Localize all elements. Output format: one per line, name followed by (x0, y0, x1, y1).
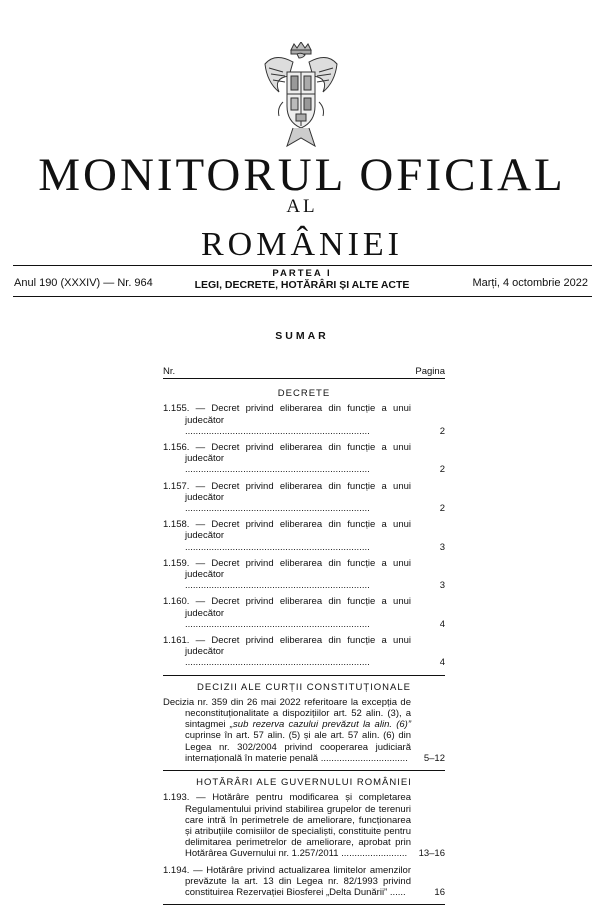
issue-date: Marți, 4 octombrie 2022 (472, 277, 588, 289)
issue-number: Anul 190 (XXXIV) — Nr. 964 (14, 277, 153, 289)
toc-entry-page: 3 (439, 541, 445, 553)
toc-entry-text: 1.159. — Decret privind eliberarea din funcție a unui judecător ...................................................................... (163, 557, 411, 592)
toc-entry[interactable] (163, 519, 445, 553)
coat-of-arms-icon (263, 42, 339, 150)
masthead-title: MONITORUL OFICIAL (38, 149, 566, 201)
toc-entry-text (163, 697, 411, 764)
summary-title: SUMAR (275, 330, 329, 342)
section-divider (163, 675, 445, 676)
section-title-decrete: DECRETE (277, 388, 331, 400)
toc-entry[interactable] (163, 865, 445, 899)
part-subtitle: LEGI, DECRETE, HOTĂRÂRI ȘI ALTE ACTE (194, 279, 410, 291)
toc-entry[interactable] (163, 792, 445, 859)
toc-entry-page: 2 (439, 464, 445, 476)
part-label: PARTEA I (272, 268, 332, 279)
toc-entry-text-part: cuprinse în art. 57 alin. (5) și ale art. 57 alin. (6) din Legea nr. 302/2004 privind cooperarea judiciară internațională în materie penală ................................. (185, 730, 411, 764)
toc-entry-text: 1.155. — Decret privind eliberarea din funcție a unui judecător ...................................................................... (163, 403, 411, 437)
toc-entry[interactable] (163, 403, 445, 437)
toc-entry[interactable] (163, 481, 445, 515)
toc-col-nr: Nr. (163, 366, 176, 377)
section-title-decizii: DECIZII ALE CURȚII CONSTITUȚIONALE (197, 681, 411, 693)
toc-entry-text-italic: „sub rezerva cazului prevăzut la alin. (6)” (229, 719, 411, 731)
toc-entry-page: 13–16 (418, 848, 445, 860)
section-divider (163, 770, 445, 771)
toc-entry-page: 2 (439, 503, 445, 515)
toc-entry-page: 16 (434, 886, 445, 898)
toc-entry-page: 3 (439, 580, 445, 592)
toc-entry-page: 4 (439, 618, 445, 630)
toc-entry-text-part: Decizia nr. 359 din 26 mai 2022 referitoare la excepția de neconstituționalitate a dispozițiilor art. 52 alin. (3), a sintagmei (163, 696, 411, 731)
header-top-rule (13, 265, 592, 266)
toc-entry-page: 4 (439, 657, 445, 669)
toc-entry-text: 1.194. — Hotărâre privind actualizarea limitelor amenzilor prevăzute la art. 13 din Legea nr. 82/1993 privind constituirea Rezervației Biosferei „Delta Dunării” ...... (163, 864, 411, 898)
toc-entry-text: 1.158. — Decret privind eliberarea din funcție a unui judecător ...................................................................... (163, 519, 411, 553)
toc-entry-text: 1.161. — Decret privind eliberarea din funcție a unui judecător ...................................................................... (163, 635, 411, 669)
table-of-contents (163, 366, 445, 905)
toc-header (163, 366, 445, 379)
toc-entry-page: 5–12 (423, 752, 445, 764)
toc-entry[interactable] (163, 442, 445, 476)
toc-entry[interactable] (163, 635, 445, 669)
toc-entry[interactable] (163, 697, 445, 764)
masthead-country: ROMÂNIEI (201, 226, 403, 263)
toc-entry[interactable] (163, 558, 445, 592)
toc-entry[interactable] (163, 596, 445, 630)
header-bottom-rule (13, 296, 592, 297)
section-title-hotarari: HOTĂRÂRI ALE GUVERNULUI ROMÂNIEI (196, 777, 412, 789)
toc-col-page: Pagina (415, 366, 445, 377)
toc-entry-text: 1.157. — Decret privind eliberarea din funcție a unui judecător ...................................................................... (163, 480, 411, 515)
masthead-al: AL (286, 196, 318, 217)
toc-entry-page: 2 (439, 425, 445, 437)
toc-entry-text: 1.193. — Hotărâre pentru modificarea și completarea Regulamentului privind stabilirea grupelor de terenuri care intră în perimetrele de ameliorare, funcționarea și atribuțiile comisiilor de specialiști, constituite pentru delimitarea perimetrelor de ameliorare, aprobat prin Hotărârea Guvernului nr. 1.257/2011 ......................... (163, 792, 411, 860)
toc-entry-text: 1.156. — Decret privind eliberarea din funcție a unui judecător ...................................................................... (163, 442, 411, 476)
toc-entry-text: 1.160. — Decret privind eliberarea din funcție a unui judecător ...................................................................... (163, 596, 411, 630)
